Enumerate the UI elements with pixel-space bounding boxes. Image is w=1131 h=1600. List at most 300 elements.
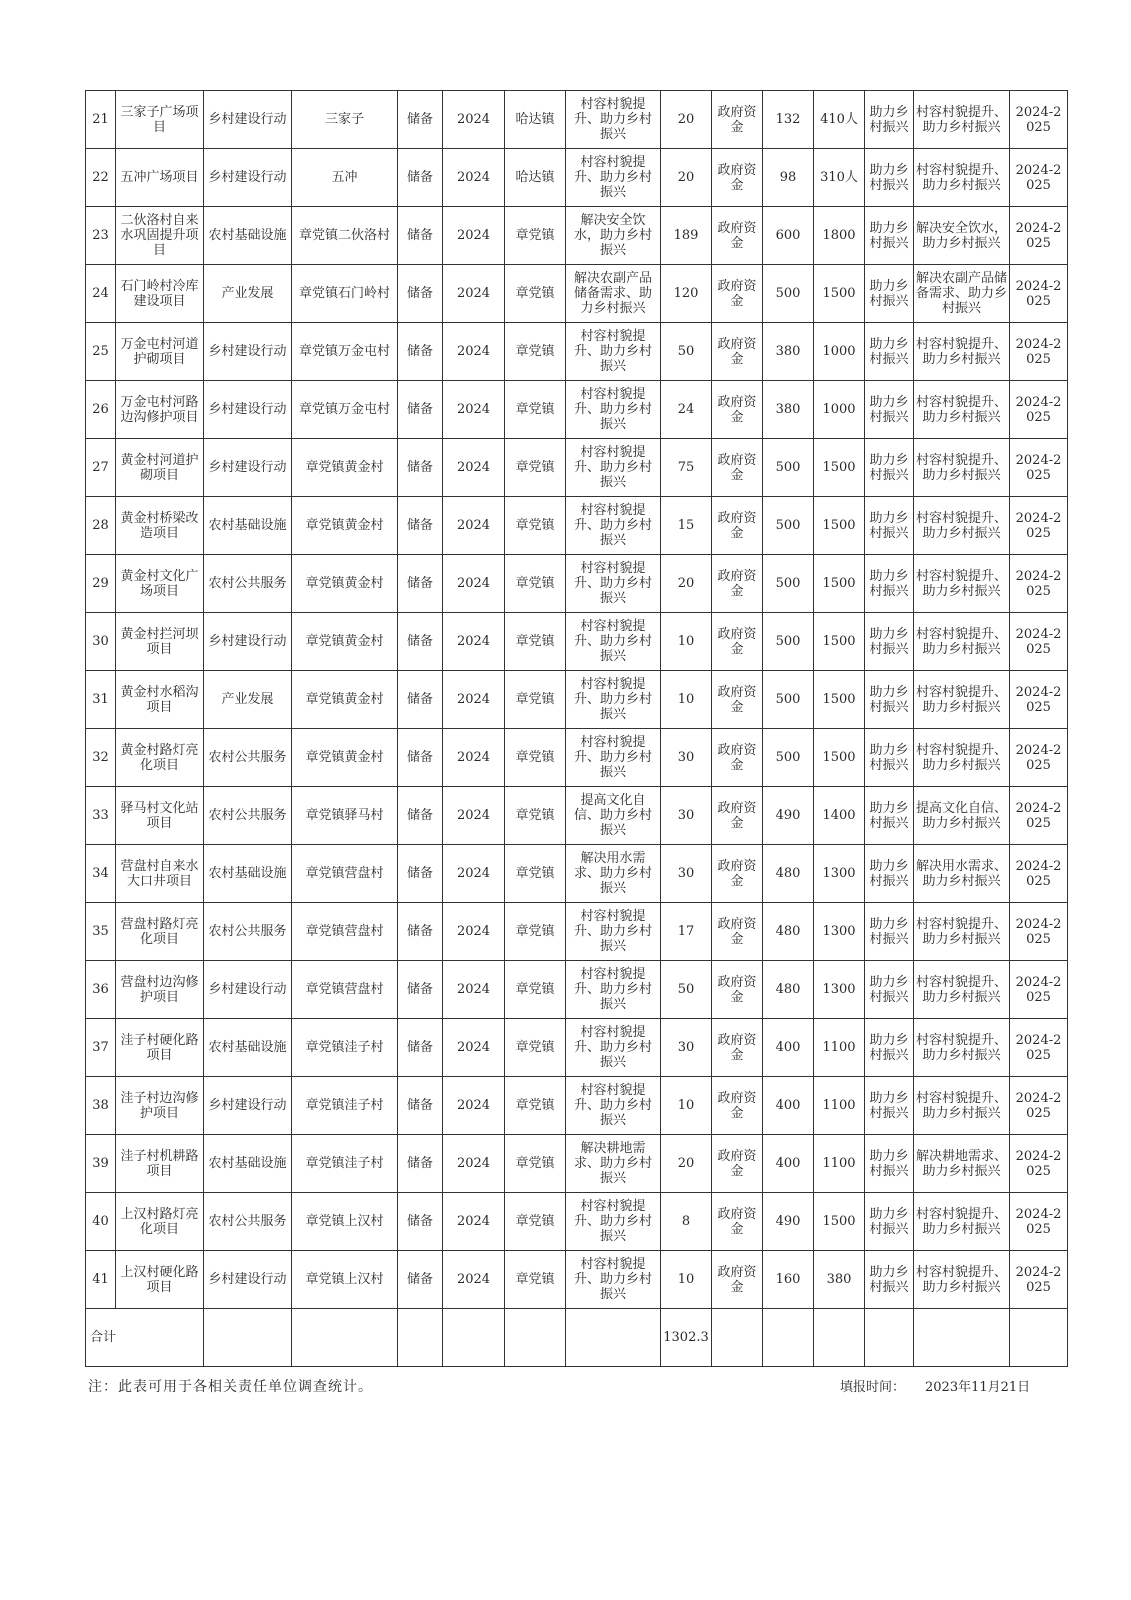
cell-town: 章党镇 <box>505 497 566 555</box>
cell-year: 2024 <box>443 555 505 613</box>
table-row <box>86 265 1068 323</box>
cell-amount: 120 <box>661 265 712 323</box>
cell-period: 2024-2025 <box>1010 381 1068 439</box>
cell-no: 22 <box>86 149 116 207</box>
cell-no: 34 <box>86 845 116 903</box>
cell-status: 储备 <box>398 613 443 671</box>
cell-project-name: 黄金村拦河坝项目 <box>116 613 204 671</box>
cell-period: 2024-2025 <box>1010 149 1068 207</box>
cell-effect: 解决用水需求、助力乡村振兴 <box>914 845 1010 903</box>
cell-households: 500 <box>763 613 814 671</box>
cell-status: 储备 <box>398 207 443 265</box>
cell-project-name: 五冲广场项目 <box>116 149 204 207</box>
cell-no: 31 <box>86 671 116 729</box>
cell-town: 章党镇 <box>505 323 566 381</box>
cell-fund-source: 政府资金 <box>712 497 763 555</box>
cell-year: 2024 <box>443 381 505 439</box>
table-row <box>86 1193 1068 1251</box>
cell-project-name: 黄金村路灯亮化项目 <box>116 729 204 787</box>
cell-people: 1000 <box>814 381 865 439</box>
fill-time-label: 填报时间： <box>840 1380 906 1395</box>
cell-period: 2024-2025 <box>1010 1251 1068 1309</box>
cell-project-name: 洼子村硬化路项目 <box>116 1019 204 1077</box>
cell-fund-source: 政府资金 <box>712 207 763 265</box>
cell-amount: 10 <box>661 671 712 729</box>
cell-benefit: 助力乡村振兴 <box>865 439 914 497</box>
cell-project-type: 产业发展 <box>204 671 292 729</box>
cell-amount: 75 <box>661 439 712 497</box>
cell-amount: 20 <box>661 149 712 207</box>
cell-goal: 村容村貌提升、助力乡村振兴 <box>566 381 661 439</box>
cell-project-name: 三家子广场项目 <box>116 91 204 149</box>
cell-status: 储备 <box>398 497 443 555</box>
cell-no: 25 <box>86 323 116 381</box>
cell-benefit: 助力乡村振兴 <box>865 149 914 207</box>
cell-town: 章党镇 <box>505 787 566 845</box>
cell-goal: 解决农副产品储备需求、助力乡村振兴 <box>566 265 661 323</box>
cell-project-name: 二伙洛村自来水巩固提升项目 <box>116 207 204 265</box>
cell-project-type: 乡村建设行动 <box>204 1077 292 1135</box>
cell-households: 480 <box>763 845 814 903</box>
cell-no: 33 <box>86 787 116 845</box>
footer-note: 注：此表可用于各相关责任单位调查统计。 <box>88 1379 373 1395</box>
cell-year: 2024 <box>443 1019 505 1077</box>
cell-fund-source: 政府资金 <box>712 381 763 439</box>
total-row <box>86 1309 1068 1367</box>
cell-people: 1100 <box>814 1019 865 1077</box>
cell-goal: 村容村貌提升、助力乡村振兴 <box>566 1077 661 1135</box>
cell-amount: 20 <box>661 555 712 613</box>
cell-households: 400 <box>763 1135 814 1193</box>
cell-households: 380 <box>763 381 814 439</box>
cell-households: 600 <box>763 207 814 265</box>
cell-status: 储备 <box>398 555 443 613</box>
cell-project-type: 乡村建设行动 <box>204 1251 292 1309</box>
cell-goal: 村容村貌提升、助力乡村振兴 <box>566 613 661 671</box>
cell-amount: 189 <box>661 207 712 265</box>
cell-location: 章党镇二伙洛村 <box>292 207 398 265</box>
cell-amount: 30 <box>661 729 712 787</box>
cell-households: 500 <box>763 671 814 729</box>
cell-period: 2024-2025 <box>1010 497 1068 555</box>
cell-amount: 15 <box>661 497 712 555</box>
cell-status: 储备 <box>398 323 443 381</box>
cell-town: 章党镇 <box>505 845 566 903</box>
table-row <box>86 729 1068 787</box>
cell-no: 30 <box>86 613 116 671</box>
cell-town: 章党镇 <box>505 555 566 613</box>
cell-effect: 村容村貌提升、助力乡村振兴 <box>914 1251 1010 1309</box>
cell-project-name: 万金屯村河道护砌项目 <box>116 323 204 381</box>
cell-project-name: 营盘村自来水大口井项目 <box>116 845 204 903</box>
cell-period: 2024-2025 <box>1010 961 1068 1019</box>
cell-goal: 村容村貌提升、助力乡村振兴 <box>566 1251 661 1309</box>
cell-project-name: 洼子村机耕路项目 <box>116 1135 204 1193</box>
cell-people: 1400 <box>814 787 865 845</box>
cell-project-type: 乡村建设行动 <box>204 149 292 207</box>
cell-fund-source: 政府资金 <box>712 1251 763 1309</box>
cell-people: 380 <box>814 1251 865 1309</box>
cell-status: 储备 <box>398 91 443 149</box>
cell-people: 1300 <box>814 845 865 903</box>
cell-status: 储备 <box>398 903 443 961</box>
cell-amount: 10 <box>661 613 712 671</box>
cell-location: 章党镇营盘村 <box>292 845 398 903</box>
cell-amount: 30 <box>661 845 712 903</box>
cell-status: 储备 <box>398 381 443 439</box>
cell-project-type: 农村公共服务 <box>204 787 292 845</box>
cell-location: 五冲 <box>292 149 398 207</box>
cell-town: 章党镇 <box>505 961 566 1019</box>
table-row <box>86 1135 1068 1193</box>
cell-period: 2024-2025 <box>1010 91 1068 149</box>
cell-benefit: 助力乡村振兴 <box>865 1193 914 1251</box>
cell-no: 21 <box>86 91 116 149</box>
cell-goal: 提高文化自信、助力乡村振兴 <box>566 787 661 845</box>
cell-fund-source: 政府资金 <box>712 439 763 497</box>
cell-benefit: 助力乡村振兴 <box>865 671 914 729</box>
table-row <box>86 1251 1068 1309</box>
cell-year: 2024 <box>443 265 505 323</box>
total-empty-cell <box>566 1309 661 1367</box>
cell-goal: 村容村貌提升、助力乡村振兴 <box>566 497 661 555</box>
cell-year: 2024 <box>443 1135 505 1193</box>
total-empty-cell <box>914 1309 1010 1367</box>
cell-project-type: 农村公共服务 <box>204 729 292 787</box>
cell-year: 2024 <box>443 1251 505 1309</box>
cell-period: 2024-2025 <box>1010 845 1068 903</box>
cell-benefit: 助力乡村振兴 <box>865 265 914 323</box>
table-row <box>86 555 1068 613</box>
cell-status: 储备 <box>398 1077 443 1135</box>
cell-location: 章党镇营盘村 <box>292 903 398 961</box>
cell-no: 29 <box>86 555 116 613</box>
cell-project-type: 乡村建设行动 <box>204 613 292 671</box>
cell-goal: 村容村貌提升、助力乡村振兴 <box>566 439 661 497</box>
total-empty-cell <box>814 1309 865 1367</box>
cell-period: 2024-2025 <box>1010 323 1068 381</box>
table-row <box>86 149 1068 207</box>
cell-effect: 村容村貌提升、助力乡村振兴 <box>914 1193 1010 1251</box>
cell-fund-source: 政府资金 <box>712 91 763 149</box>
cell-benefit: 助力乡村振兴 <box>865 613 914 671</box>
cell-status: 储备 <box>398 961 443 1019</box>
cell-status: 储备 <box>398 729 443 787</box>
cell-goal: 解决耕地需求、助力乡村振兴 <box>566 1135 661 1193</box>
cell-benefit: 助力乡村振兴 <box>865 845 914 903</box>
cell-people: 1500 <box>814 671 865 729</box>
cell-fund-source: 政府资金 <box>712 961 763 1019</box>
cell-period: 2024-2025 <box>1010 903 1068 961</box>
cell-project-type: 农村基础设施 <box>204 207 292 265</box>
cell-year: 2024 <box>443 613 505 671</box>
cell-goal: 村容村貌提升、助力乡村振兴 <box>566 1193 661 1251</box>
cell-status: 储备 <box>398 265 443 323</box>
cell-households: 132 <box>763 91 814 149</box>
cell-no: 28 <box>86 497 116 555</box>
cell-no: 41 <box>86 1251 116 1309</box>
cell-fund-source: 政府资金 <box>712 787 763 845</box>
cell-year: 2024 <box>443 1077 505 1135</box>
cell-effect: 村容村貌提升、助力乡村振兴 <box>914 1077 1010 1135</box>
cell-project-name: 黄金村文化广场项目 <box>116 555 204 613</box>
cell-town: 章党镇 <box>505 381 566 439</box>
cell-project-type: 农村基础设施 <box>204 497 292 555</box>
cell-effect: 村容村貌提升、助力乡村振兴 <box>914 381 1010 439</box>
cell-location: 章党镇黄金村 <box>292 613 398 671</box>
cell-people: 1500 <box>814 439 865 497</box>
cell-amount: 20 <box>661 1135 712 1193</box>
cell-fund-source: 政府资金 <box>712 1019 763 1077</box>
table-row <box>86 961 1068 1019</box>
cell-project-type: 乡村建设行动 <box>204 961 292 1019</box>
cell-effect: 村容村貌提升、助力乡村振兴 <box>914 729 1010 787</box>
cell-households: 490 <box>763 787 814 845</box>
cell-no: 36 <box>86 961 116 1019</box>
cell-town: 章党镇 <box>505 729 566 787</box>
cell-goal: 解决安全饮水，助力乡村振兴 <box>566 207 661 265</box>
cell-year: 2024 <box>443 497 505 555</box>
cell-project-type: 乡村建设行动 <box>204 323 292 381</box>
cell-households: 380 <box>763 323 814 381</box>
cell-goal: 村容村貌提升、助力乡村振兴 <box>566 555 661 613</box>
total-empty-cell <box>398 1309 443 1367</box>
cell-people: 1500 <box>814 729 865 787</box>
cell-effect: 村容村貌提升、助力乡村振兴 <box>914 497 1010 555</box>
cell-period: 2024-2025 <box>1010 671 1068 729</box>
project-table <box>85 90 1068 1367</box>
table-row <box>86 1019 1068 1077</box>
cell-people: 1300 <box>814 961 865 1019</box>
cell-households: 400 <box>763 1019 814 1077</box>
cell-people: 410人 <box>814 91 865 149</box>
cell-households: 500 <box>763 265 814 323</box>
cell-fund-source: 政府资金 <box>712 729 763 787</box>
cell-location: 章党镇营盘村 <box>292 961 398 1019</box>
table-row <box>86 323 1068 381</box>
cell-status: 储备 <box>398 1019 443 1077</box>
cell-location: 三家子 <box>292 91 398 149</box>
cell-status: 储备 <box>398 787 443 845</box>
total-empty-cell <box>1010 1309 1068 1367</box>
cell-effect: 村容村貌提升、助力乡村振兴 <box>914 671 1010 729</box>
cell-people: 310人 <box>814 149 865 207</box>
table-row <box>86 845 1068 903</box>
cell-town: 章党镇 <box>505 207 566 265</box>
cell-amount: 30 <box>661 1019 712 1077</box>
cell-fund-source: 政府资金 <box>712 1135 763 1193</box>
cell-period: 2024-2025 <box>1010 729 1068 787</box>
cell-goal: 解决用水需求、助力乡村振兴 <box>566 845 661 903</box>
cell-benefit: 助力乡村振兴 <box>865 497 914 555</box>
cell-benefit: 助力乡村振兴 <box>865 729 914 787</box>
cell-project-type: 农村公共服务 <box>204 903 292 961</box>
cell-town: 章党镇 <box>505 1251 566 1309</box>
cell-project-type: 农村公共服务 <box>204 555 292 613</box>
cell-benefit: 助力乡村振兴 <box>865 323 914 381</box>
cell-project-type: 农村基础设施 <box>204 845 292 903</box>
cell-effect: 村容村貌提升、助力乡村振兴 <box>914 323 1010 381</box>
cell-effect: 村容村貌提升、助力乡村振兴 <box>914 91 1010 149</box>
cell-goal: 村容村貌提升、助力乡村振兴 <box>566 903 661 961</box>
cell-benefit: 助力乡村振兴 <box>865 787 914 845</box>
cell-no: 27 <box>86 439 116 497</box>
total-label: 合计 <box>86 1309 204 1367</box>
cell-year: 2024 <box>443 207 505 265</box>
cell-town: 章党镇 <box>505 1135 566 1193</box>
cell-project-name: 黄金村桥梁改造项目 <box>116 497 204 555</box>
cell-amount: 8 <box>661 1193 712 1251</box>
cell-amount: 10 <box>661 1251 712 1309</box>
cell-project-type: 农村公共服务 <box>204 1193 292 1251</box>
total-empty-cell <box>443 1309 505 1367</box>
cell-goal: 村容村貌提升、助力乡村振兴 <box>566 149 661 207</box>
table-row <box>86 671 1068 729</box>
cell-year: 2024 <box>443 439 505 497</box>
cell-location: 章党镇黄金村 <box>292 497 398 555</box>
cell-goal: 村容村貌提升、助力乡村振兴 <box>566 671 661 729</box>
cell-year: 2024 <box>443 1193 505 1251</box>
cell-location: 章党镇黄金村 <box>292 439 398 497</box>
cell-project-name: 洼子村边沟修护项目 <box>116 1077 204 1135</box>
cell-town: 章党镇 <box>505 1019 566 1077</box>
cell-households: 500 <box>763 497 814 555</box>
cell-period: 2024-2025 <box>1010 207 1068 265</box>
cell-project-name: 驿马村文化站项目 <box>116 787 204 845</box>
cell-project-name: 黄金村水稻沟项目 <box>116 671 204 729</box>
cell-status: 储备 <box>398 439 443 497</box>
cell-effect: 村容村貌提升、助力乡村振兴 <box>914 555 1010 613</box>
cell-people: 1000 <box>814 323 865 381</box>
cell-no: 38 <box>86 1077 116 1135</box>
total-empty-cell <box>763 1309 814 1367</box>
cell-year: 2024 <box>443 149 505 207</box>
cell-status: 储备 <box>398 671 443 729</box>
cell-year: 2024 <box>443 323 505 381</box>
cell-people: 1500 <box>814 1193 865 1251</box>
cell-amount: 50 <box>661 323 712 381</box>
cell-people: 1500 <box>814 555 865 613</box>
cell-benefit: 助力乡村振兴 <box>865 555 914 613</box>
cell-households: 500 <box>763 555 814 613</box>
cell-households: 500 <box>763 729 814 787</box>
cell-period: 2024-2025 <box>1010 1077 1068 1135</box>
cell-benefit: 助力乡村振兴 <box>865 381 914 439</box>
cell-period: 2024-2025 <box>1010 1193 1068 1251</box>
cell-project-type: 乡村建设行动 <box>204 439 292 497</box>
cell-status: 储备 <box>398 1135 443 1193</box>
cell-town: 章党镇 <box>505 613 566 671</box>
cell-project-type: 农村基础设施 <box>204 1135 292 1193</box>
cell-town: 哈达镇 <box>505 149 566 207</box>
cell-period: 2024-2025 <box>1010 787 1068 845</box>
cell-no: 23 <box>86 207 116 265</box>
cell-status: 储备 <box>398 149 443 207</box>
cell-goal: 村容村貌提升、助力乡村振兴 <box>566 961 661 1019</box>
cell-location: 章党镇黄金村 <box>292 555 398 613</box>
cell-effect: 解决安全饮水，助力乡村振兴 <box>914 207 1010 265</box>
cell-effect: 村容村貌提升、助力乡村振兴 <box>914 961 1010 1019</box>
cell-town: 章党镇 <box>505 1077 566 1135</box>
fill-time-value: 2023年11月21日 <box>925 1380 1031 1395</box>
cell-households: 400 <box>763 1077 814 1135</box>
cell-project-type: 产业发展 <box>204 265 292 323</box>
table-row <box>86 91 1068 149</box>
cell-town: 章党镇 <box>505 903 566 961</box>
cell-households: 500 <box>763 439 814 497</box>
cell-benefit: 助力乡村振兴 <box>865 1251 914 1309</box>
cell-fund-source: 政府资金 <box>712 671 763 729</box>
cell-people: 1500 <box>814 265 865 323</box>
cell-benefit: 助力乡村振兴 <box>865 903 914 961</box>
cell-households: 160 <box>763 1251 814 1309</box>
cell-no: 39 <box>86 1135 116 1193</box>
cell-effect: 解决农副产品储备需求、助力乡村振兴 <box>914 265 1010 323</box>
cell-effect: 村容村貌提升、助力乡村振兴 <box>914 1019 1010 1077</box>
cell-people: 1500 <box>814 497 865 555</box>
cell-town: 章党镇 <box>505 265 566 323</box>
cell-effect: 村容村貌提升、助力乡村振兴 <box>914 613 1010 671</box>
cell-town: 章党镇 <box>505 671 566 729</box>
cell-project-type: 乡村建设行动 <box>204 91 292 149</box>
cell-benefit: 助力乡村振兴 <box>865 1019 914 1077</box>
cell-fund-source: 政府资金 <box>712 555 763 613</box>
cell-project-name: 黄金村河道护砌项目 <box>116 439 204 497</box>
cell-goal: 村容村貌提升、助力乡村振兴 <box>566 91 661 149</box>
cell-period: 2024-2025 <box>1010 1019 1068 1077</box>
table-row <box>86 787 1068 845</box>
total-empty-cell <box>292 1309 398 1367</box>
cell-location: 章党镇黄金村 <box>292 729 398 787</box>
cell-fund-source: 政府资金 <box>712 903 763 961</box>
cell-no: 40 <box>86 1193 116 1251</box>
table-row <box>86 381 1068 439</box>
cell-period: 2024-2025 <box>1010 613 1068 671</box>
cell-effect: 村容村貌提升、助力乡村振兴 <box>914 439 1010 497</box>
cell-year: 2024 <box>443 91 505 149</box>
cell-fund-source: 政府资金 <box>712 613 763 671</box>
cell-status: 储备 <box>398 1251 443 1309</box>
cell-effect: 村容村貌提升、助力乡村振兴 <box>914 149 1010 207</box>
cell-period: 2024-2025 <box>1010 265 1068 323</box>
cell-fund-source: 政府资金 <box>712 323 763 381</box>
cell-location: 章党镇上汉村 <box>292 1251 398 1309</box>
cell-benefit: 助力乡村振兴 <box>865 91 914 149</box>
cell-amount: 20 <box>661 91 712 149</box>
cell-households: 480 <box>763 961 814 1019</box>
table-body <box>86 91 1068 1367</box>
total-empty-cell <box>712 1309 763 1367</box>
table-row <box>86 1077 1068 1135</box>
total-empty-cell <box>865 1309 914 1367</box>
cell-location: 章党镇石门岭村 <box>292 265 398 323</box>
cell-location: 章党镇万金屯村 <box>292 323 398 381</box>
cell-town: 哈达镇 <box>505 91 566 149</box>
cell-status: 储备 <box>398 1193 443 1251</box>
cell-no: 24 <box>86 265 116 323</box>
cell-project-name: 上汉村路灯亮化项目 <box>116 1193 204 1251</box>
cell-town: 章党镇 <box>505 1193 566 1251</box>
cell-project-type: 乡村建设行动 <box>204 381 292 439</box>
cell-location: 章党镇驿马村 <box>292 787 398 845</box>
cell-amount: 30 <box>661 787 712 845</box>
cell-households: 98 <box>763 149 814 207</box>
cell-benefit: 助力乡村振兴 <box>865 1135 914 1193</box>
cell-project-type: 农村基础设施 <box>204 1019 292 1077</box>
cell-period: 2024-2025 <box>1010 555 1068 613</box>
cell-project-name: 上汉村硬化路项目 <box>116 1251 204 1309</box>
cell-fund-source: 政府资金 <box>712 265 763 323</box>
